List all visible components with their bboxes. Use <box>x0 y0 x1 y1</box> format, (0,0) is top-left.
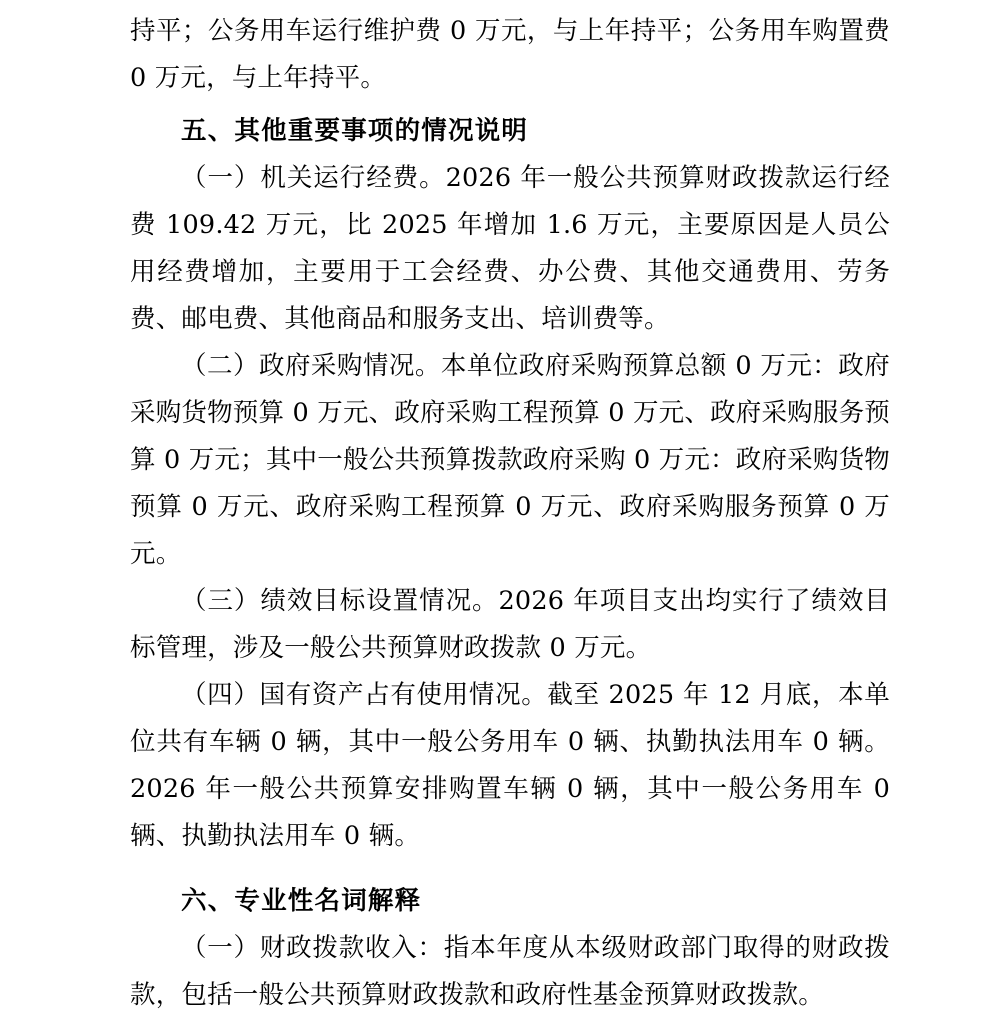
paragraph-fiscal-appropriation-income: （一）财政拨款收入：指本年度从本级财政部门取得的财政拨款，包括一般公共预算财政拨款和政府性基金预算财政拨款。 <box>130 933 890 1010</box>
section-heading-five: 五、其他重要事项的情况说明 <box>181 116 529 146</box>
paragraph-government-procurement: （二）政府采购情况。本单位政府采购预算总额 0 万元：政府采购货物预算 0 万元、政府采购工程预算 0 万元、政府采购服务预算 0 万元；其中一般公共预算拨款政府采购 0 万元：政府采购货物预算 0 万元、政府采购工程预算 0 万元、政府采购服务预算 0 万元。 <box>130 351 890 569</box>
paragraph-operating-expenses: （一）机关运行经费。2026 年一般公共预算财政拨款运行经费 109.42 万元，比 2025 年增加 1.6 万元，主要原因是人员公用经费增加，主要用于工会经费、办公费、其他交通费用、劳务费、邮电费、其他商品和服务支出、培训费等。 <box>130 163 890 334</box>
paragraph-continuation: 持平；公务用车运行维护费 0 万元，与上年持平；公务用车购置费 0 万元，与上年持平。 <box>130 16 890 93</box>
paragraph-state-owned-assets: （四）国有资产占有使用情况。截至 2025 年 12 月底，本单位共有车辆 0 辆，其中一般公务用车 0 辆、执勤执法用车 0 辆。2026 年一般公共预算安排购置车辆 0 辆，其中一般公务用车 0 辆、执勤执法用车 0 辆。 <box>130 680 890 851</box>
document-body <box>130 8 890 1019</box>
paragraph-performance-targets: （三）绩效目标设置情况。2026 年项目支出均实行了绩效目标管理，涉及一般公共预算财政拨款 0 万元。 <box>130 586 890 663</box>
section-heading-six: 六、专业性名词解释 <box>181 886 422 916</box>
